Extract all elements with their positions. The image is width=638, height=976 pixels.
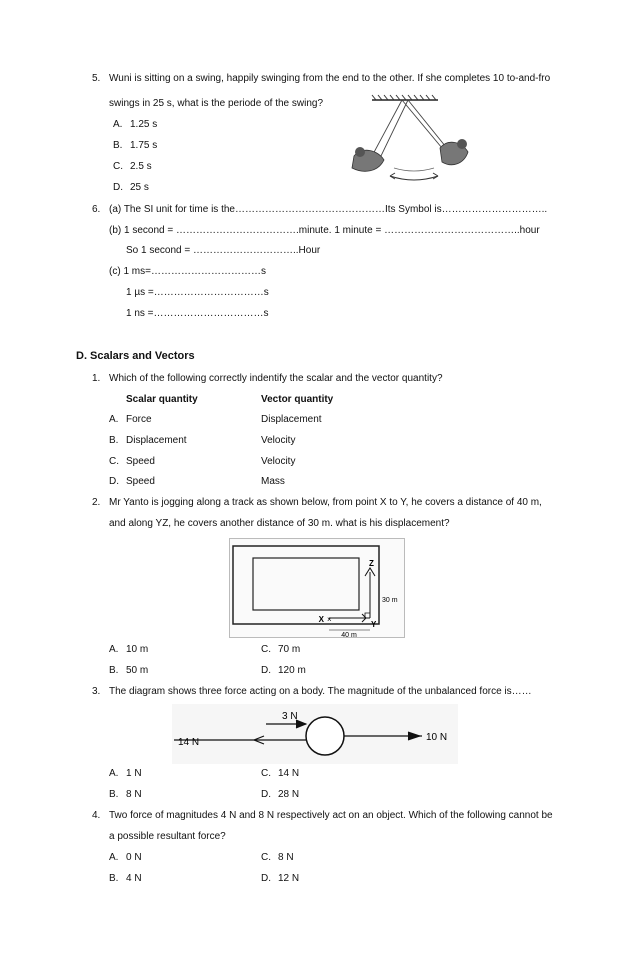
q6-part-b-line2: So 1 second = …………………………..Hour	[126, 245, 321, 256]
d4-option-a-letter: A.	[109, 852, 119, 863]
q5-option-d: 25 s	[130, 182, 149, 193]
d2-option-c-letter: C.	[261, 644, 271, 655]
q6-part-c-line1: (c) 1 ms=……………………………s	[109, 266, 266, 277]
d1-col-vector: Vector quantity	[261, 394, 334, 405]
d2-number: 2.	[92, 497, 101, 508]
d2-text-line1: Mr Yanto is jogging along a track as shown below, from point X to Y, he covers a distance of 40 m,	[109, 497, 542, 508]
q6-number: 6.	[92, 204, 101, 215]
d2-option-b-letter: B.	[109, 665, 119, 676]
d1-row-b-scalar: Displacement	[126, 435, 187, 446]
q6-part-c-line2: 1 µs =……………………………s	[126, 287, 269, 298]
d1-row-d-scalar: Speed	[126, 476, 155, 487]
d2-option-c: 70 m	[278, 644, 301, 655]
d3-option-d-letter: D.	[261, 789, 271, 800]
d1-row-b-vector: Velocity	[261, 435, 296, 446]
swing-figure	[344, 94, 482, 190]
force-14n-label: 14 N	[178, 737, 200, 748]
d4-option-b-letter: B.	[109, 873, 119, 884]
q5-option-d-letter: D.	[113, 182, 123, 193]
d2-option-a-letter: A.	[109, 644, 119, 655]
d4-option-c-letter: C.	[261, 852, 271, 863]
force-3n-label: 3 N	[282, 711, 298, 722]
d4-option-a: 0 N	[126, 852, 142, 863]
d3-option-c: 14 N	[278, 768, 300, 779]
q5-option-a: 1.25 s	[130, 119, 158, 130]
d2-option-b: 50 m	[126, 665, 149, 676]
d3-option-b: 8 N	[126, 789, 142, 800]
d1-row-b-letter: B.	[109, 435, 119, 446]
forces-figure	[172, 704, 458, 764]
d4-option-b: 4 N	[126, 873, 142, 884]
q5-number: 5.	[92, 73, 101, 84]
d4-number: 4.	[92, 810, 101, 821]
d4-text-line1: Two force of magnitudes 4 N and 8 N respectively act on an object. Which of the following cannot be	[109, 810, 553, 821]
q5-option-c-letter: C.	[113, 161, 123, 172]
xy-length-label: 40 m	[341, 632, 357, 638]
d3-option-a: 1 N	[126, 768, 142, 779]
d1-row-c-vector: Velocity	[261, 456, 296, 467]
point-z-label: Z	[369, 559, 374, 568]
d1-row-a-scalar: Force	[126, 414, 152, 425]
point-x-marker: ×	[327, 615, 332, 624]
point-x-label: X	[318, 615, 324, 624]
q5-text-line2: swings in 25 s, what is the periode of the swing?	[109, 98, 324, 109]
q5-option-c: 2.5 s	[130, 161, 152, 172]
d4-option-d: 12 N	[278, 873, 300, 884]
d1-row-d-letter: D.	[109, 476, 119, 487]
q5-option-a-letter: A.	[113, 119, 123, 130]
d3-option-d: 28 N	[278, 789, 300, 800]
d1-row-a-vector: Displacement	[261, 414, 322, 425]
d1-row-a-letter: A.	[109, 414, 119, 425]
q6-part-a: (a) The SI unit for time is the………………………………………Its Symbol is…………………………..	[109, 204, 548, 215]
d3-option-c-letter: C.	[261, 768, 271, 779]
section-heading: D. Scalars and Vectors	[76, 350, 195, 362]
d1-row-d-vector: Mass	[261, 476, 285, 487]
d2-option-a: 10 m	[126, 644, 149, 655]
d3-option-a-letter: A.	[109, 768, 119, 779]
d1-row-c-letter: C.	[109, 456, 119, 467]
q5-text-line1: Wuni is sitting on a swing, happily swinging from the end to the other. If she completes 10 to-and-fro	[109, 73, 551, 84]
d4-text-line2: a possible resultant force?	[109, 831, 226, 842]
d4-option-c: 8 N	[278, 852, 294, 863]
d1-row-c-scalar: Speed	[126, 456, 155, 467]
track-figure	[229, 538, 405, 638]
q5-option-b-letter: B.	[113, 140, 123, 151]
d3-option-b-letter: B.	[109, 789, 119, 800]
force-10n-label: 10 N	[426, 732, 448, 743]
q5-option-b: 1.75 s	[130, 140, 158, 151]
d3-question: The diagram shows three force acting on a body. The magnitude of the unbalanced force is……	[109, 686, 532, 697]
d4-option-d-letter: D.	[261, 873, 271, 884]
d2-text-line2: and along YZ, he covers another distance of 30 m. what is his displacement?	[109, 518, 450, 529]
d1-number: 1.	[92, 373, 101, 384]
d2-option-d: 120 m	[278, 665, 306, 676]
q6-part-c-line3: 1 ns =……………………………s	[126, 308, 269, 319]
q6-part-b-line1: (b) 1 second = ……………………………….minute. 1 minute = …………………………………..hour	[109, 225, 540, 236]
d2-option-d-letter: D.	[261, 665, 271, 676]
d1-question: Which of the following correctly indentify the scalar and the vector quantity?	[109, 373, 443, 384]
point-y-label: Y	[371, 620, 377, 629]
yz-length-label: 30 m	[382, 597, 398, 604]
d1-col-scalar: Scalar quantity	[126, 394, 198, 405]
d3-number: 3.	[92, 686, 101, 697]
